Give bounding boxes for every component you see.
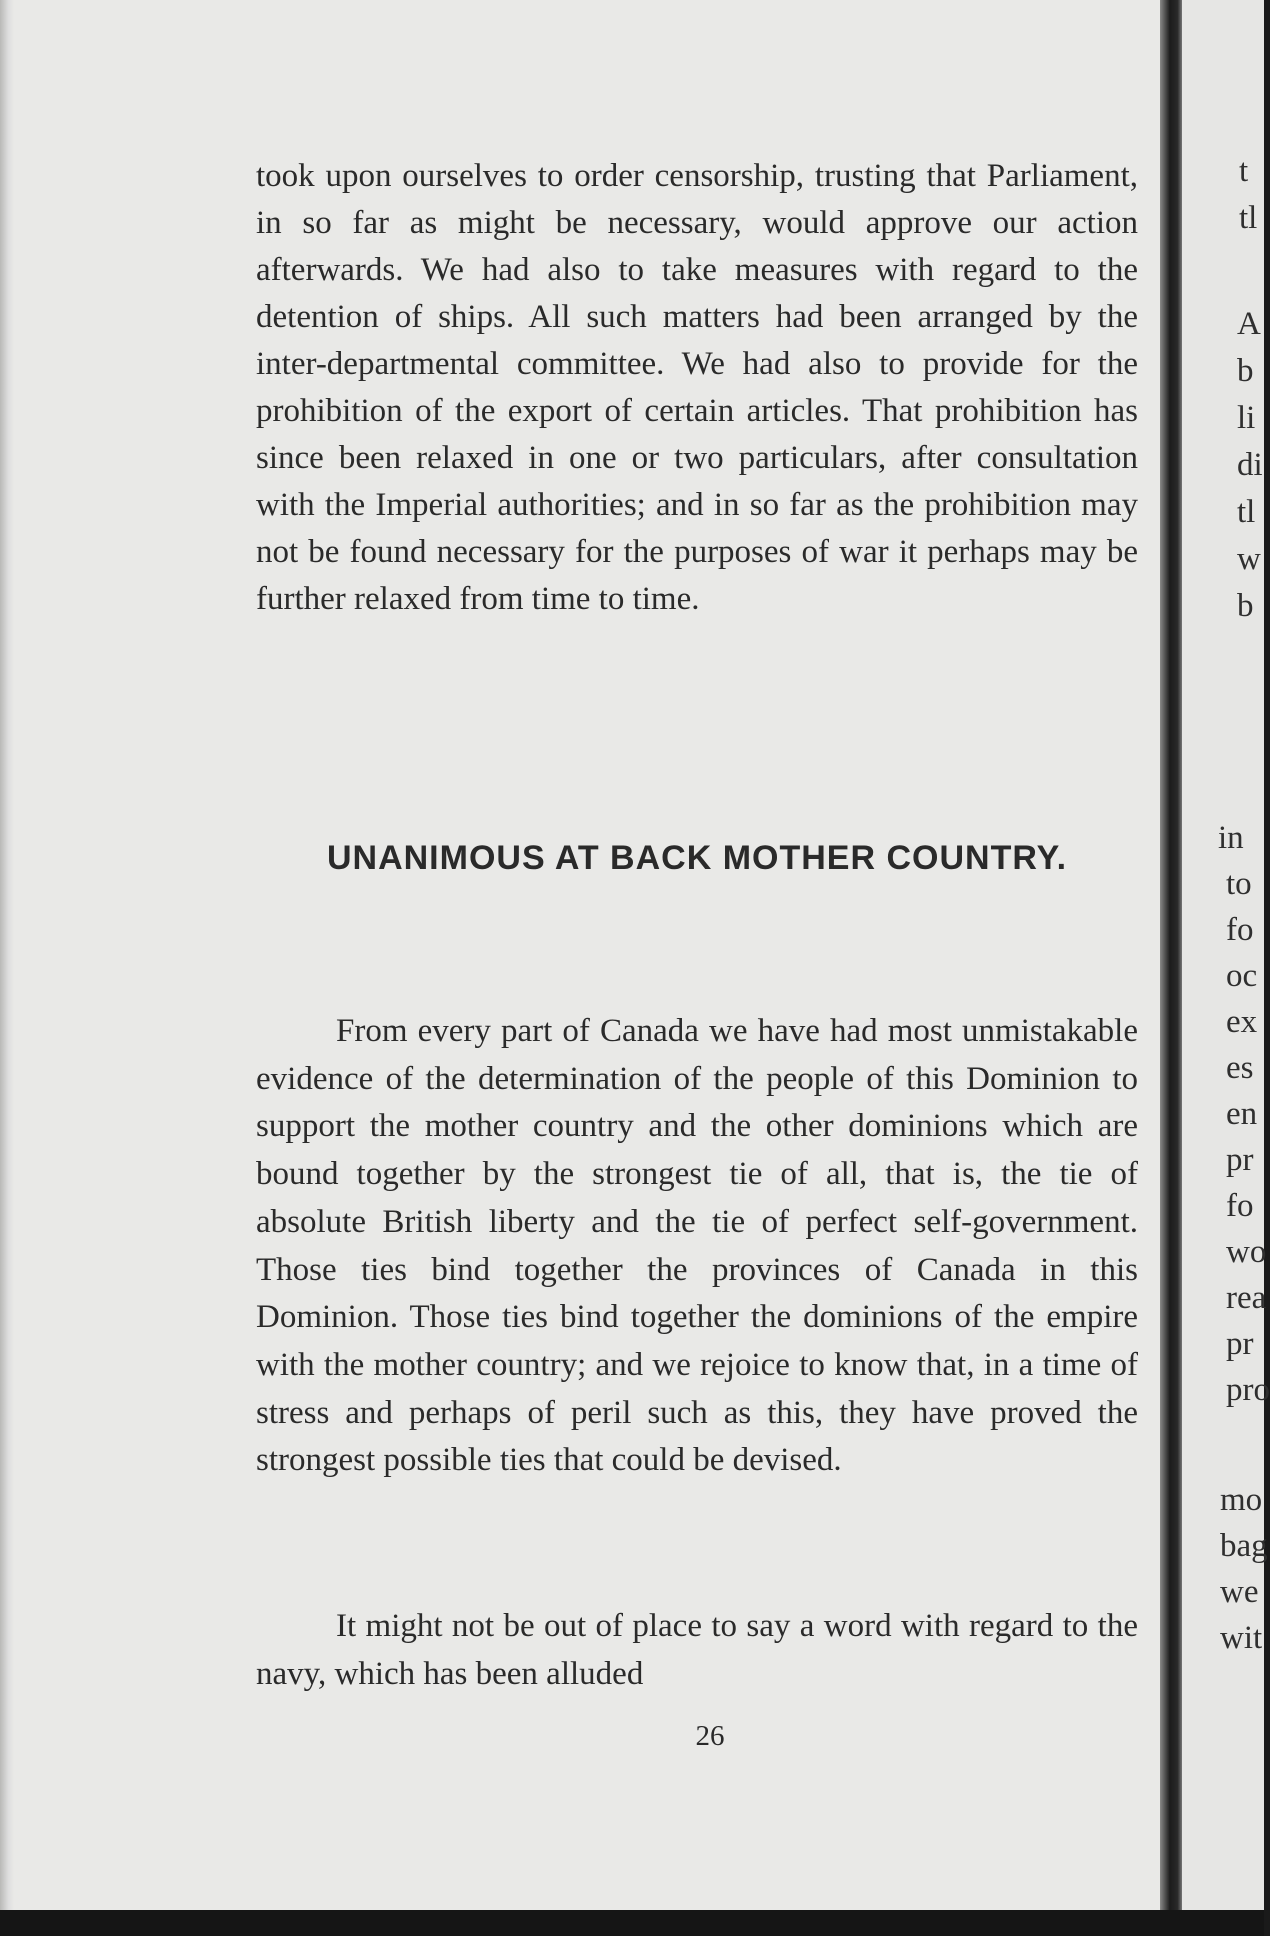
right-page-fragment: tl <box>1237 494 1256 530</box>
right-page-fragment: b <box>1237 588 1254 624</box>
paragraph-text: It might not be out of place to say a word with regard to the navy, which has been alluded <box>256 1608 1138 1692</box>
page-number: 26 <box>695 1720 725 1752</box>
right-page-fragment: A <box>1237 306 1261 342</box>
right-page-fragment: in <box>1218 820 1244 856</box>
right-page-fragment: we <box>1220 1574 1259 1610</box>
right-page-fragment: oc <box>1226 958 1258 994</box>
page-edge-shadow <box>0 0 14 1910</box>
right-page-fragment: mo <box>1220 1482 1263 1518</box>
right-page-fragment: pr <box>1226 1142 1254 1178</box>
section-heading: UNANIMOUS AT BACK MOTHER COUNTRY. <box>326 839 1068 877</box>
book-gutter <box>1160 0 1182 1910</box>
right-page-fragment: li <box>1237 400 1256 436</box>
right-page-fragment: w <box>1237 541 1261 577</box>
right-page-fragment: rea <box>1226 1280 1267 1316</box>
scan-bottom-edge <box>0 1910 1264 1936</box>
paragraph-text: took upon ourselves to order censorship, trusting that Parliament, in so far as might be necessary, would approve our action afterwards. We had also to take measures with regard to the detention of ships. All such matters had been arranged by the inter-departmental committee. We had also to provide for the prohibition of the export of certain articles. That prohibition has since been relaxed in one or two particulars, after consultation with the Imperial authorities; and in so far as the prohibition may not be found necessary for the purposes of war it perhaps may be further relaxed from time to time. <box>256 158 1138 617</box>
right-page-fragment: tl <box>1239 200 1258 236</box>
right-page-fragment: en <box>1226 1096 1258 1132</box>
right-page-cropped <box>1182 0 1270 1910</box>
right-page-fragment: b <box>1237 353 1254 389</box>
right-page-fragment: es <box>1226 1050 1254 1086</box>
right-page-fragment: bag <box>1220 1528 1268 1564</box>
right-page-fragment: ex <box>1226 1004 1258 1040</box>
right-page-fragment: di <box>1237 447 1263 483</box>
right-page-fragment: fo <box>1226 912 1254 948</box>
paragraph-canada-support <box>256 975 1138 1518</box>
right-page-fragment: fo <box>1226 1188 1254 1224</box>
right-page-fragment: t <box>1239 153 1249 189</box>
right-page-fragment: pr <box>1226 1326 1254 1362</box>
right-page-fragment: wit <box>1220 1620 1263 1656</box>
right-page-fragment: to <box>1226 866 1252 902</box>
right-page-fragment: wo <box>1226 1234 1267 1270</box>
paragraph-navy <box>256 1570 1138 1731</box>
right-page-fragment: pro <box>1226 1372 1270 1408</box>
paragraph-text: From every part of Canada we have had most unmistakable evidence of the determination of the people of this Dominion to support the mother country and the other dominions which are bound together by the strongest tie of all, that is, the tie of absolute British liberty and the tie of perfect self-government. Those ties bind together the provinces of Canada in this Dominion. Those ties bind together the dominions of the empire with the mother country; and we rejoice to know that, in a time of stress and perhaps of peril such as this, they have proved the strongest possible ties that could be devised. <box>256 1013 1138 1479</box>
paragraph-censorship <box>256 153 1138 623</box>
